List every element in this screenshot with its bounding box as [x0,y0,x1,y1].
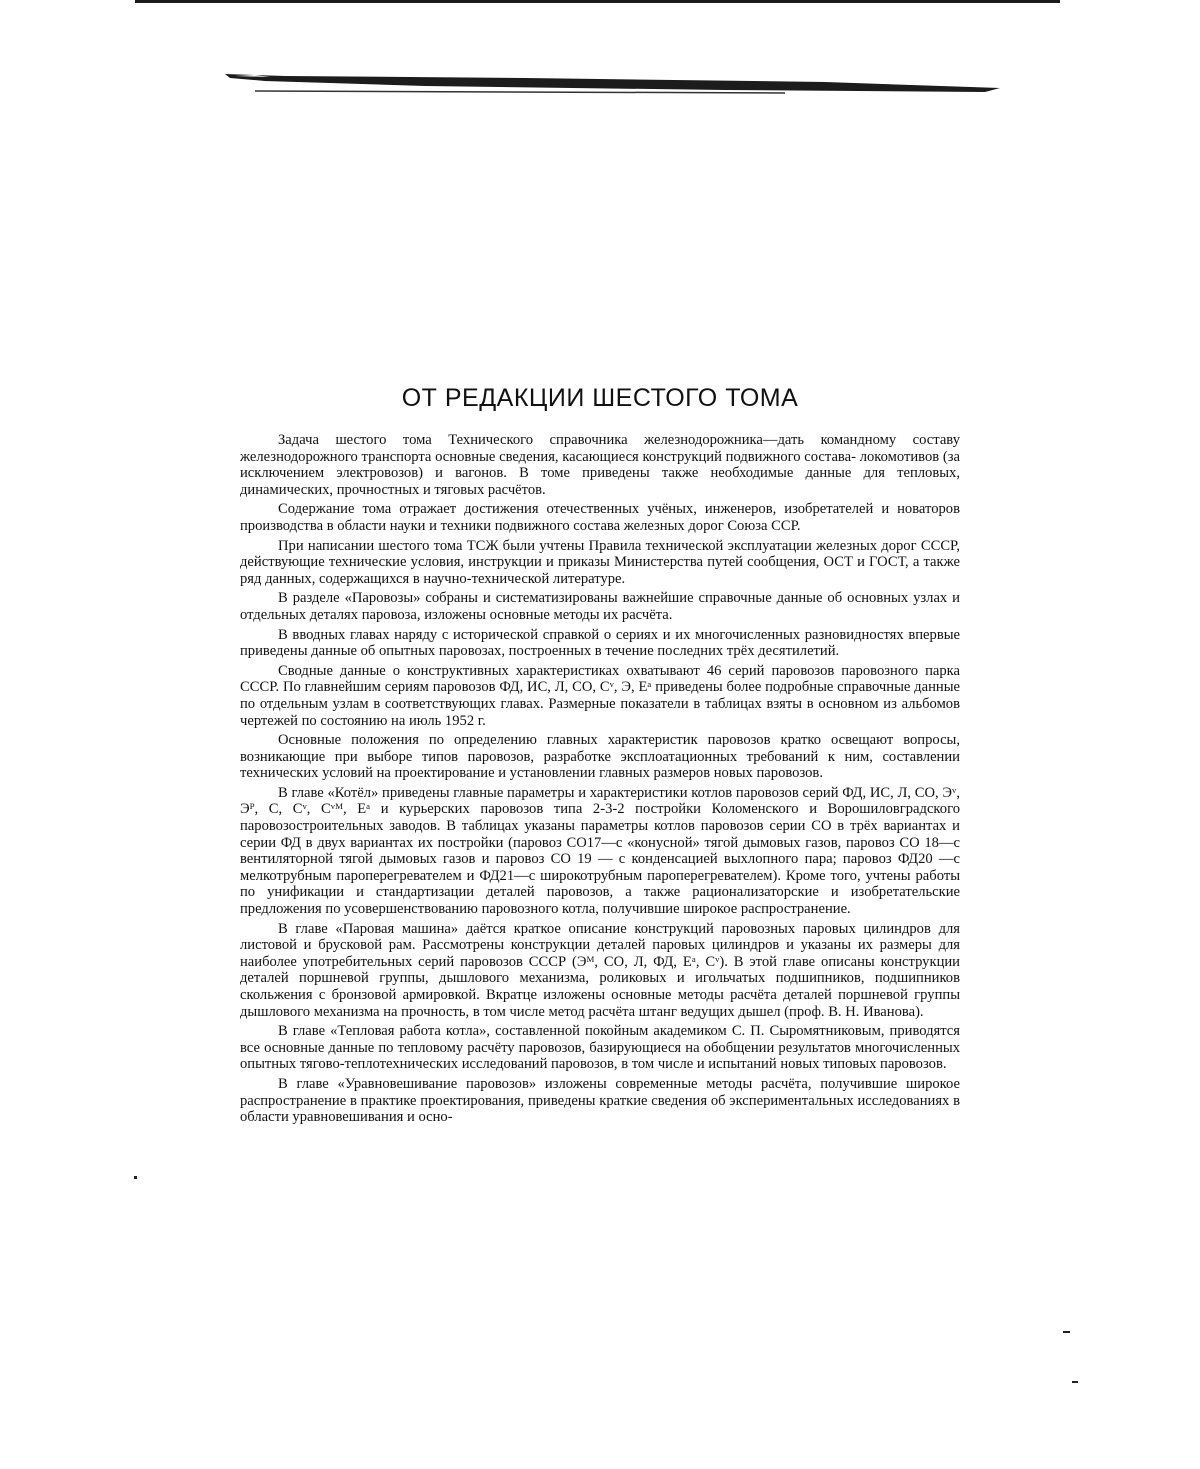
paragraph: При написании шестого тома ТСЖ были учтены Правила технической эксплуатации железных дорог СССР, действующие технические условия, инструкции и приказы Министерства путей сообщения, ОСТ и ГОСТ, а также ряд данных, содержащихся в научно-технической литературе. [240,537,960,587]
body-text [240,432,960,1129]
paragraph: Сводные данные о конструктивных характеристиках охватывают 46 серий паровозов паровозного парка СССР. По главнейшим сериям паровозов ФД, ИС, Л, СО, Сᵛ, Э, Еᵃ приведены более подробные справочные данные по отдельным узлам в соответствующих главах. Размерные показатели в таблицах взяты в основном из альбомов чертежей по состоянию на июль 1952 г. [240,662,960,729]
paragraph: Задача шестого тома Технического справочника железнодорожника—дать командному составу железнодорожного транспорта основные сведения, касающиеся конструкций подвижного состава- локомотивов (за исключением электровозов) и вагонов. В томе приведены также необходимые данные для тепловых, динамических, прочностных и тяговых расчётов. [240,432,960,498]
paragraph: В главе «Тепловая работа котла», составленной покойным академиком С. П. Сыромятниковым, приводятся все основные данные по тепловому расчёту паровозов, базирующиеся на обобщении результатов многочисленных опытных тягово-теплотехнических исследований паровозов, в том числе и испытаний новых типовых паровозов. [240,1023,960,1073]
paragraph: В вводных главах наряду с исторической справкой о сериях и их многочисленных разновидностях впервые приведены данные об опытных паровозах, построенных в течение последних трёх десятилетий. [240,626,960,660]
paragraph: Основные положения по определению главных характеристик паровозов кратко освещают вопросы, возникающие при выборе типов паровозов, разработке эксплоатационных требований к ним, составлении технических условий на проектирование и установлении главных размеров новых паровозов. [240,732,960,782]
page-title: ОТ РЕДАКЦИИ ШЕСТОГО ТОМА [401,384,799,412]
paragraph: В главе «Уравновешивание паровозов» изложены современные методы расчёта, получившие широкое распространение в практике проектирования, приведены краткие сведения об экспериментальных исследованиях в области уравновешивания и осно- [240,1075,960,1126]
paragraph: Содержание тома отражает достижения отечественных учёных, инженеров, изобретателей и новаторов производства в области науки и техники подвижного состава железных дорог Союза ССР. [240,501,960,534]
paragraph: В разделе «Паровозы» собраны и систематизированы важнейшие справочные данные об основных узлах и отдельных деталях паровоза, изложены основные методы их расчёта. [240,590,960,623]
decorative-header-rule [225,70,1005,104]
scan-speck [134,1176,137,1179]
paragraph: В главе «Паровая машина» даётся краткое описание конструкций паровозных паровых цилиндров для листовой и брусковой рам. Рассмотрены конструкции деталей паровых цилиндров и указаны их размеры для наиболее употребительных серий паровозов СССР (Эᴹ, СО, Л, ФД, Еᵃ, Сᵛ). В этой главе описаны конструкции деталей поршневой группы, дышлового механизма, роликовых и игольчатых подшипников, подшипников скольжения с бронзовой армировкой. Вкратце изложены основные методы расчёта деталей поршневой группы дышлового механизма на прочность, в том числе метод расчёта штанг ведущих дышел (проф. В. Н. Иванова). [240,920,960,1020]
scan-speck [1072,1381,1078,1383]
scan-speck [1063,1331,1070,1333]
page-top-edge [135,0,1060,3]
paragraph: В главе «Котёл» приведены главные параметры и характеристики котлов паровозов серий ФД, ИС, Л, СО, Эᵛ, Эᴾ, С, Сᵛ, Сᵛᴹ, Еᵃ и курьерских паровозов типа 2-3-2 постройки Коломенского и Ворошиловградского паровозостроительных заводов. В таблицах указаны параметры котлов паровозов серии СО в трёх вариантах и серии ФД в двух вариантах их постройки (паровоз СО17—с «конусной» тягой дымовых газов, паровоз СО 18—с вентиляторной тягой дымовых газов и паровоз СО 19 — с конденсацией выхлопного пара; паровоз ФД20 —с мелкотрубным пароперегревателем и ФД21—с широкотрубным пароперегревателем). Кроме того, учтены работы по унификации и стандартизации деталей паровозов, а также рационализаторские и изобретательские предложения по усовершенствованию паровозного котла, получившие широкое распространение. [240,784,960,918]
